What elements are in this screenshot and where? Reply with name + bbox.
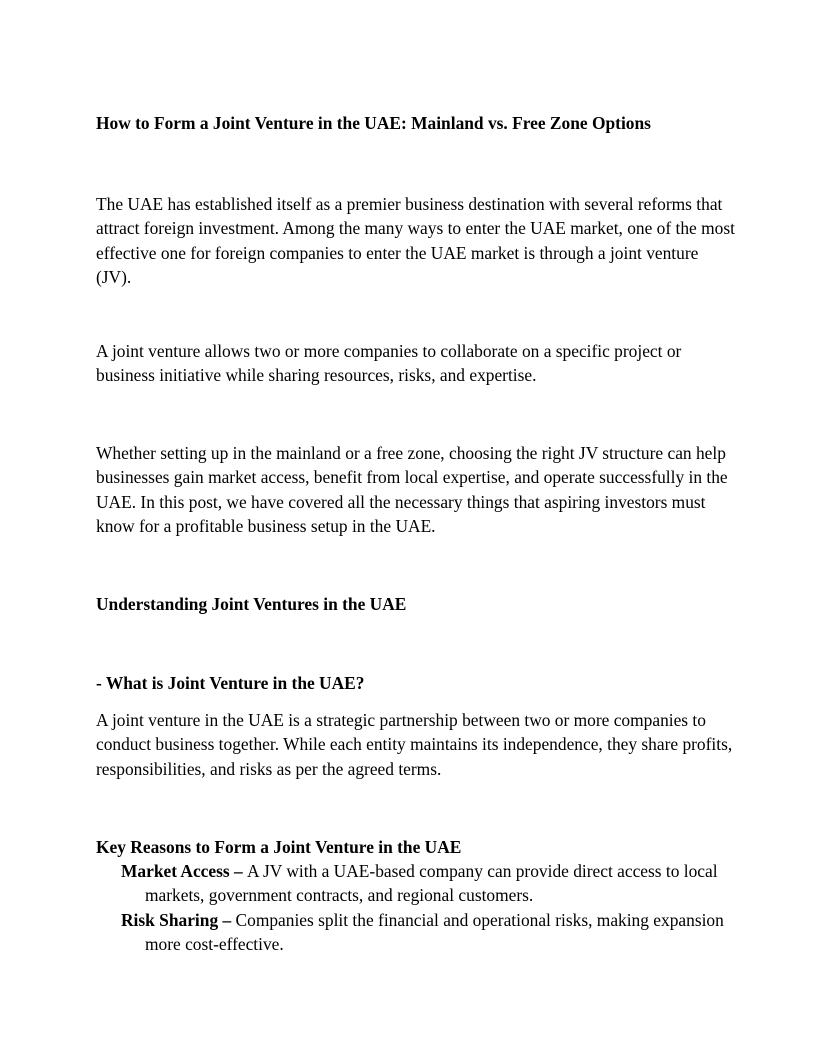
key-reasons-heading: Key Reasons to Form a Joint Venture in the UAE [96,837,462,857]
key-reason-text: A JV with a UAE-based company can provide direct access to local markets, government contracts, and regional customers. [145,861,718,906]
key-reason-title: Market Access [121,861,230,881]
definition-paragraph: A joint venture in the UAE is a strategic partnership between two or more companies to conduct business together. While each entity maintains its independence, they share profits, responsibilities, and risks as per the agreed terms. [96,710,733,779]
document-title: How to Form a Joint Venture in the UAE: Mainland vs. Free Zone Options [96,113,651,133]
intro-paragraph-2: A joint venture allows two or more companies to collaborate on a specific project or business initiative while sharing resources, risks, and expertise. [96,341,682,386]
key-reasons-list [121,859,731,957]
key-reason-item [121,859,731,908]
intro-paragraph-3: Whether setting up in the mainland or a free zone, choosing the right JV structure can help businesses gain market access, benefit from local expertise, and operate successfully in the UAE. In this post, we have covered all the necessary things that aspiring investors must know for a profitable business setup in the UAE. [96,443,728,537]
section-heading: Understanding Joint Ventures in the UAE [96,594,407,614]
key-reason-item [121,908,731,957]
key-reason-title: Risk Sharing [121,909,219,930]
key-reason-separator: – [229,861,248,881]
intro-paragraph-1: The UAE has established itself as a premier business destination with several reforms that attract foreign investment. Among the many ways to enter the UAE market, one of the most effective one for foreign companies to enter the UAE market is through a joint venture (JV). [96,194,735,288]
subheading: - What is Joint Venture in the UAE? [96,673,365,693]
key-reason-separator: – [218,909,236,930]
key-reason-text: Companies split the financial and operational risks, making expansion more cost-effective. [145,909,724,955]
